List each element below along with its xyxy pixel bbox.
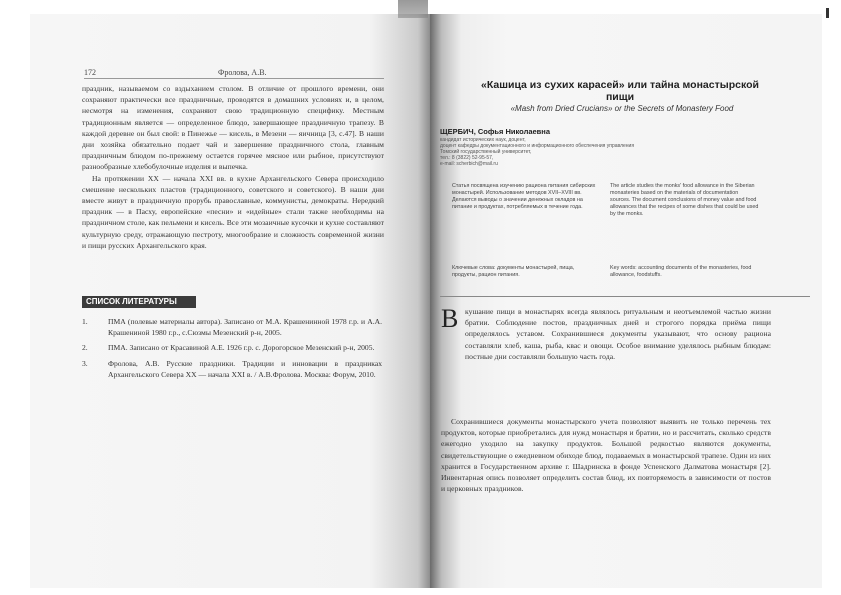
reference-item — [82, 358, 382, 380]
reference-text: Фролова, А.В. Русские праздники. Традиции и инновации в праздниках Архангельского Севера XX — начала XXI в. / А.В.Фролова. Москва: Форум, 2010. — [108, 358, 382, 379]
paragraph: На протяжении XX — начала XXI вв. в кухне Архангельского Севера происходило смешение нескольких пластов (традиционного, советского и советского). В наши дни вместе живут в праздничную прорубь православные, коммунисты, демократы. Нередкий праздник — в Пасху, европейские «песни» и «идейные» стали также необходимы на праздничном столе, как пельмени и кисель. Все эти мозаичные кусочки и кухне составляют культурную среду, отражающую пестроту, многообразие и сложность современной жизни и пищи русских Архангельского края. — [82, 173, 384, 250]
paragraph: кушание пищи в монастырях всегда являлось ритуальным и неотъемлемой частью жизни братии. Соблюдение постов, праздничных дней и строгого порядка приёма пищи определялось уставом. Сохранившиеся документы указывают, что основу рациона составляли хлеб, каша, рыба, квас и овощи. Особое внимание уделялось рыбным блюдам: постные дни составляли большую часть года. — [465, 307, 771, 361]
author-name: ЩЕРБИЧ, Софья Николаевна — [440, 127, 550, 136]
paragraph: праздник, называемом со вздыханием столом. В отличие от прошлого времени, они сохраняют практически все праздничные, проводятся в домашних условиях и, в целом, несмотря на изменения, сохраняют свою традиционную специфику. Местным традиционным является — определенное блюдо, завершающее праздничную трапезу. В каждой деревне он был свой: в Пинежье — кисель, в Мезени — яичница [3, с.47]. В наши дни хозяйка обязательно подает чай и завершение праздничного стола, главным праздничным блюдом по-прежнему остается горячее мясное или рыбное, присутствуют разнообразные хлебобулочные изделия и выпечка. — [82, 84, 384, 172]
affiliation-line: доцент кафедры документационного и информационного обеспечения управления — [440, 143, 635, 149]
author-affiliation — [440, 137, 680, 167]
binding-shadow — [398, 0, 428, 18]
references-heading: СПИСОК ЛИТЕРАТУРЫ — [82, 296, 196, 308]
paragraph: Сохранившиеся документы монастырского учета позволяют выявить не только перечень тех продуктов, которые приобретались для нужд монастыря и братии, но и рассчитать, сколько средств ежегодно уходило на закупку продуктов. Большой редкостью являются документы, свидетельствующие о ежедневном обиходе блюд, подаваемых в монастырской трапезе. Один из них хранится в Государственном архиве г. Шадринска в фонде Успенского Далматова монастыря [2]. Инвентарная опись позволяет определить состав блюд, их повторяемость в зависимости от постов и церковных праздников. — [441, 417, 771, 494]
drop-cap: В — [441, 304, 459, 333]
keywords-russian: Ключевые слова: документы монастырей, пища, продукты, рацион питания. — [452, 265, 575, 278]
article-title: «Кашица из сухих карасей» или тайна монастырской пищи — [481, 79, 759, 103]
right-body-text — [441, 416, 771, 494]
scan-margin — [822, 0, 841, 595]
header-rule — [84, 78, 384, 79]
abstract-english: The article studies the monks' food allowance in the Siberian monasteries based on the materials of documentation sources. The document conclusions of money value and food allowances that the recipes of some dishes that could be used by the monks. — [610, 183, 759, 217]
page-number: 172 — [84, 68, 96, 77]
reference-number: 3. — [82, 358, 88, 368]
affiliation-line: кандидат исторических наук, доцент, — [440, 137, 526, 143]
reference-text: ПМА. Записано от Красавиной А.Е. 1926 г.р. с. Дорогорское Мезенский р-н, 2005. — [108, 343, 375, 353]
running-header: Фролова, А.В. — [218, 68, 267, 77]
scan-mark — [826, 8, 829, 18]
reference-text: ПМА (полевые материалы автора). Записано от М.А. Крашенинной 1978 г.р. и А.А. Крашениной 1980 г.р., с.Сюзмы Мезенский р-н, 2005. — [108, 317, 382, 338]
abstract-divider — [440, 296, 810, 297]
right-body-text-lead — [465, 306, 771, 362]
reference-item — [82, 342, 382, 353]
affiliation-line: тел.: 8 (3822) 52-95-57, — [440, 155, 494, 161]
affiliation-line: e-mail: scherbich@mail.ru — [440, 161, 498, 167]
references-list — [82, 316, 382, 384]
affiliation-line: Томский государственный университет, — [440, 149, 532, 155]
reference-number: 2. — [82, 343, 88, 353]
reference-number: 1. — [82, 317, 88, 326]
reference-item — [82, 316, 382, 338]
keywords-english: Key words: accounting documents of the monasteries, food allowance, foodstuffs. — [610, 265, 752, 278]
left-body-text — [82, 83, 384, 251]
abstract-russian: Статья посвящена изучению рациона питания сибирских монастырей. Использование методов XVII–XVIII вв. Делаются выводы о значении денежных окладов на питание и продуктах, потребляемых в течение года. — [452, 183, 596, 210]
article-title-english: «Mash from Dried Crucians» or the Secrets of Monastery Food — [510, 104, 734, 113]
